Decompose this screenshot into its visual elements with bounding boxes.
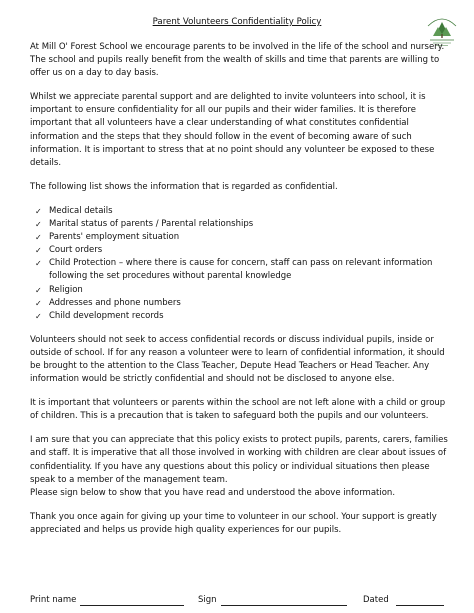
list-item: ✓ Child development records	[35, 310, 164, 321]
checkmark-icon: ✓	[35, 259, 42, 269]
list-item: ✓ Child Protection – where there is cause for concern, staff can pass on relevant information following the set procedures without parental knowledge	[35, 258, 433, 282]
checkmark-icon: ✓	[35, 285, 42, 295]
intro-paragraph: At Mill O' Forest School we encourage parents to be involved in the life of the school and nursery. The school and pupils really benefit from the wealth of skills and time that parents are willing to offer us on a day to day basis.	[30, 42, 445, 79]
list-intro-paragraph: The following list shows the information that is regarded as confidential.	[30, 181, 338, 192]
list-item: ✓ Medical details	[35, 205, 113, 216]
confidentiality-paragraph: Whilst we appreciate parental support and are delighted to invite volunteers into school, it is important to ensure confidentiality for all our pupils and their wider families. It is therefore important that all volunteers have a clear understanding of what constitutes confidential information and the steps that they should follow in the event of becoming aware of such information. It is important to stress that at no point should any volunteer be exposed to these details.	[30, 92, 435, 168]
print-name-field[interactable]	[80, 605, 184, 606]
sign-field[interactable]	[221, 605, 347, 606]
access-paragraph: Volunteers should not seek to access confidential records or discuss individual pupils, inside or outside of school. If for any reason a volunteer were to learn of confidential information, it should be brought to the attention to the Class Teacher, Depute Head Teachers or Head Teacher. Any information would be strictly confidential and should not be disclosed to anyone else.	[30, 334, 445, 385]
page-title: Parent Volunteers Confidentiality Policy	[152, 17, 322, 27]
dated-label: Dated	[363, 595, 389, 605]
sign-instruction: Please sign below to show that you have read and understood the above information.	[30, 487, 396, 498]
checkmark-icon: ✓	[35, 220, 42, 230]
list-item: ✓ Addresses and phone numbers	[35, 297, 181, 308]
list-item: ✓ Court orders	[35, 245, 103, 256]
policy-purpose-paragraph: I am sure that you can appreciate that this policy exists to protect pupils, parents, carers, families and staff. It is imperative that all those involved in working with children are clear about issues of confidentiality. If you have any questions about this policy or individual situations then please speak to a member of the management team.	[30, 435, 448, 485]
confidential-list	[30, 205, 448, 323]
checkmark-icon: ✓	[35, 298, 42, 308]
list-item: ✓ Parents' employment situation	[35, 232, 180, 243]
safeguard-paragraph: It is important that volunteers or parents within the school are not left alone with a child or group of children. This is a precaution that is taken to safeguard both the pupils and our volunteers.	[30, 398, 446, 422]
list-item: ✓ Marital status of parents / Parental relationships	[35, 219, 254, 230]
thanks-paragraph: Thank you once again for giving up your time to volunteer in our school. Your support is greatly appreciated and helps us provide high quality experiences for our pupils.	[30, 511, 437, 535]
sign-label: Sign	[198, 595, 217, 605]
checkmark-icon: ✓	[35, 311, 42, 321]
list-item: ✓ Religion	[35, 284, 83, 295]
print-name-label: Print name	[30, 595, 77, 605]
dated-field[interactable]	[396, 605, 444, 606]
checkmark-icon: ✓	[35, 206, 42, 216]
checkmark-icon: ✓	[35, 246, 42, 256]
policy-body	[30, 41, 448, 537]
checkmark-icon: ✓	[35, 233, 42, 243]
